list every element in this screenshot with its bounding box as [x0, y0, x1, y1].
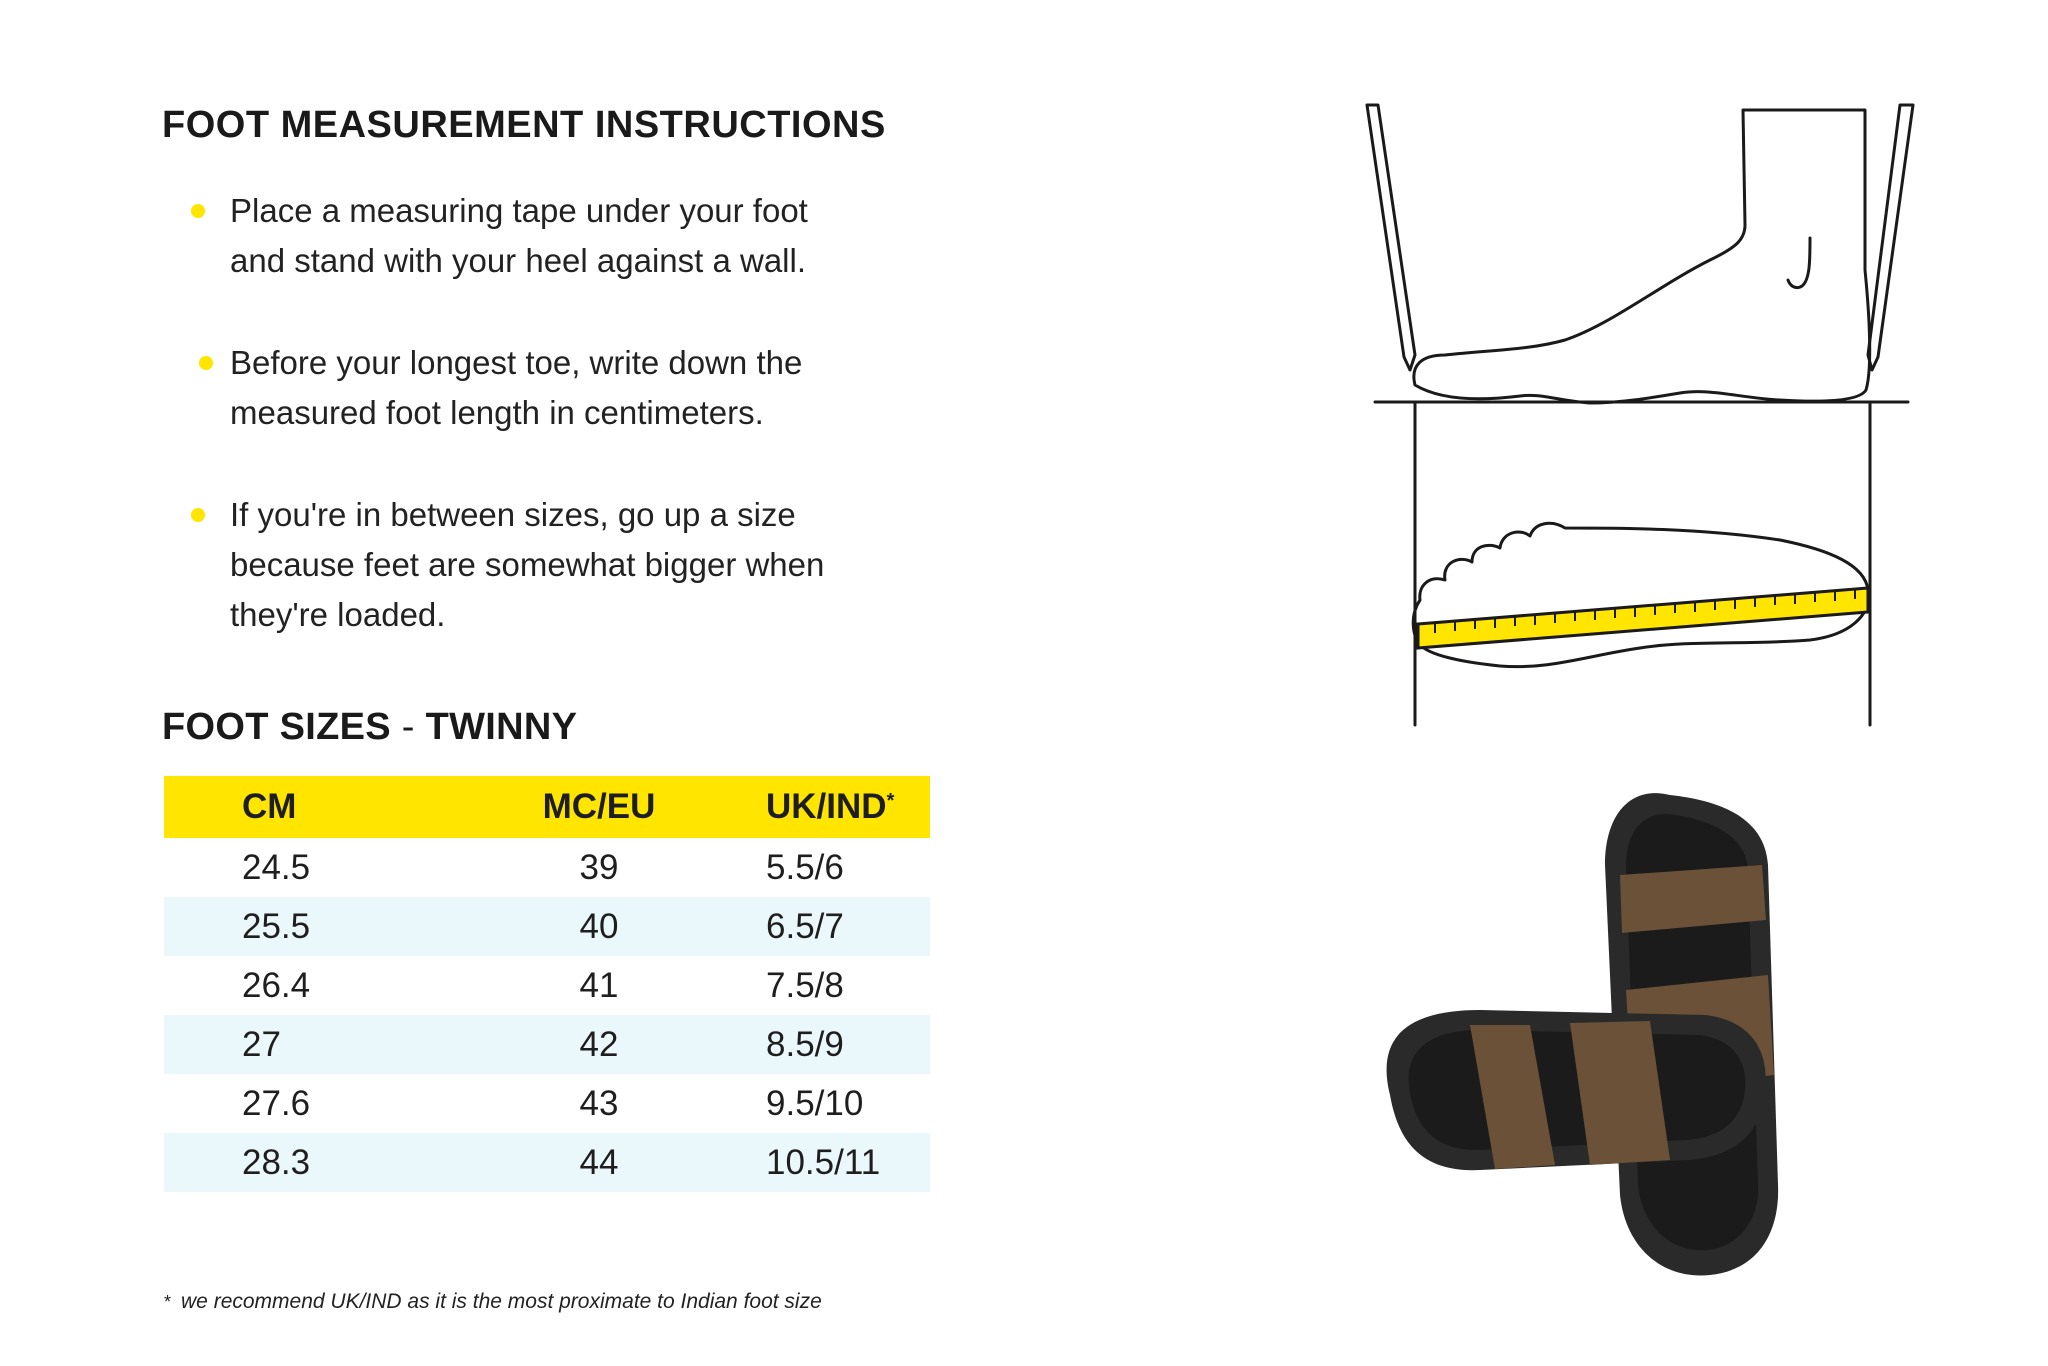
cell-cm: 27: [242, 1024, 281, 1064]
cell-eu: 42: [579, 1024, 619, 1064]
header-uk-asterisk: *: [886, 789, 895, 812]
header-uk: [766, 776, 894, 838]
measuring-tape-icon: [1418, 588, 1868, 648]
table-row: [164, 897, 930, 956]
footnote-star-icon: *: [164, 1292, 172, 1312]
sizes-title: [162, 706, 577, 749]
cell-eu: 39: [579, 847, 619, 887]
instruction-line: Place a measuring tape under your foot: [230, 192, 808, 229]
table-row: [164, 1133, 930, 1192]
cell-cm: 24.5: [242, 847, 311, 887]
cell-eu: 44: [579, 1142, 619, 1182]
instruction-line: and stand with your heel against a wall.: [230, 242, 807, 279]
cell-uk: 5.5/6: [766, 847, 844, 887]
table-row: [164, 1015, 930, 1074]
foot-side-icon: [1414, 110, 1870, 403]
header-uk-label: UK/IND: [766, 787, 887, 826]
cell-uk: 7.5/8: [766, 965, 844, 1005]
cell-cm: 28.3: [242, 1142, 311, 1182]
table-row: [164, 1074, 930, 1133]
table-row: [164, 956, 930, 1015]
cell-eu: 43: [579, 1083, 619, 1123]
cell-eu: 40: [579, 906, 619, 946]
bullet-dot-icon: [191, 508, 205, 522]
header-cm: CM: [242, 787, 297, 826]
cell-eu: 41: [579, 965, 619, 1005]
instruction-line: because feet are somewhat bigger when: [230, 546, 825, 583]
footnote-text: we recommend UK/IND as it is the most proximate to Indian foot size: [181, 1290, 822, 1313]
right-wall-icon: [1868, 105, 1913, 370]
table-row: [164, 838, 930, 897]
instruction-line: If you're in between sizes, go up a size: [230, 496, 796, 533]
sizes-title-bold: FOOT SIZES: [162, 706, 391, 748]
instruction-item: [230, 490, 910, 640]
instruction-item: [230, 186, 910, 286]
cell-uk: 10.5/11: [766, 1142, 881, 1182]
sizes-title-model: TWINNY: [425, 706, 578, 748]
cell-cm: 26.4: [242, 965, 311, 1005]
cell-uk: 9.5/10: [766, 1083, 864, 1123]
sizes-title-separator: -: [390, 706, 426, 748]
size-table: [164, 776, 930, 1192]
bullet-dot-icon: [191, 204, 205, 218]
left-wall-icon: [1367, 105, 1415, 370]
size-table-header: [164, 776, 930, 838]
cell-cm: 25.5: [242, 906, 311, 946]
foot-measurement-illustration: [1360, 100, 1920, 730]
sandal-lying-icon: [1387, 1010, 1766, 1170]
cell-cm: 27.6: [242, 1083, 311, 1123]
header-eu: MC/EU: [542, 787, 656, 826]
cell-uk: 6.5/7: [766, 906, 844, 946]
sandal-product-image: [1370, 775, 1910, 1285]
instruction-line: they're loaded.: [230, 596, 446, 633]
bullet-dot-icon: [199, 356, 213, 370]
instruction-line: measured foot length in centimeters.: [230, 394, 764, 431]
footnote: [164, 1290, 822, 1314]
ankle-mark-icon: [1788, 238, 1810, 288]
instructions-title: FOOT MEASUREMENT INSTRUCTIONS: [162, 104, 886, 146]
instruction-line: Before your longest toe, write down the: [230, 344, 803, 381]
instruction-item: [230, 338, 910, 438]
cell-uk: 8.5/9: [766, 1024, 844, 1064]
